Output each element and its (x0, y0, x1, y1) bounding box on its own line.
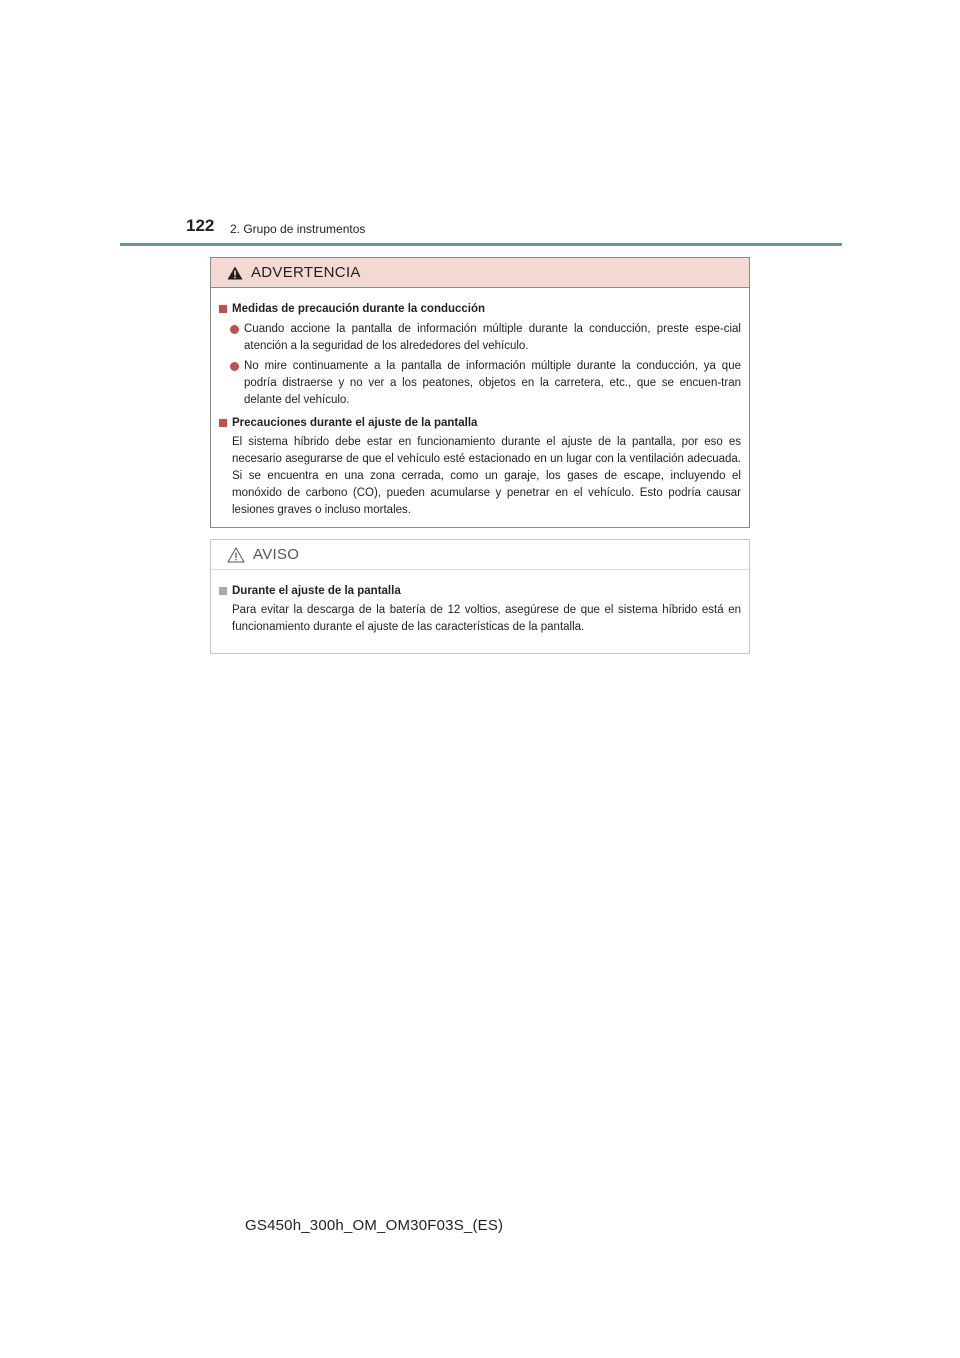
list-item (230, 321, 741, 355)
warning-body (211, 288, 749, 519)
square-bullet-icon (219, 587, 227, 595)
circle-bullet-icon (230, 325, 239, 334)
warning-header (211, 258, 749, 288)
page-number: 122 (186, 216, 215, 235)
section-paragraph: El sistema híbrido debe estar en funcionamiento durante el ajuste de la pantalla, por eso es necesario asegurarse de que el vehículo esté estacionado en un lugar con la ventilación adecuada. Si se encuentra en una zona cerrada, como un garaje, los gases de escape, incluyendo el monóxido de carbono (CO), pueden acumularse y penetrar en el vehículo. Esto podría causar lesiones graves o incluso mortales. (232, 436, 741, 516)
footer-document-code: GS450h_300h_OM_OM30F03S_(ES) (245, 1217, 504, 1234)
notice-body (211, 570, 749, 636)
warning-section (219, 414, 741, 519)
list-item (230, 358, 741, 409)
warning-title: ADVERTENCIA (251, 264, 361, 281)
notice-section (219, 582, 741, 636)
header-rule (120, 243, 842, 246)
square-bullet-icon (219, 419, 227, 427)
notice-box (210, 539, 750, 654)
warning-section (219, 300, 741, 409)
square-bullet-icon (219, 305, 227, 313)
section-heading (219, 582, 741, 600)
warning-box (210, 257, 750, 528)
section-heading-text: Precauciones durante el ajuste de la pantalla (232, 417, 478, 429)
warning-triangle-icon (227, 266, 243, 280)
section-heading-text: Durante el ajuste de la pantalla (232, 585, 401, 597)
section-heading (219, 414, 741, 432)
chapter-title: 2. Grupo de instrumentos (230, 222, 366, 236)
notice-title: AVISO (253, 546, 300, 563)
notice-triangle-icon (227, 547, 245, 563)
list-item-text: Cuando accione la pantalla de información múltiple durante la conducción, preste espe-cial atención a la seguridad de los alrededores del vehículo. (244, 323, 741, 352)
notice-header (211, 540, 749, 570)
list-item-text: No mire continuamente a la pantalla de información múltiple durante la conducción, ya que podría distraerse y no ver a los peatones, objetos en la carretera, etc., que se encuen-tran delante del vehículo. (244, 360, 741, 406)
section-heading (219, 300, 741, 318)
section-heading-text: Medidas de precaución durante la conducción (232, 303, 486, 315)
section-paragraph: Para evitar la descarga de la batería de 12 voltios, asegúrese de que el sistema híbrido está en funcionamiento durante el ajuste de las características de la pantalla. (232, 604, 741, 633)
circle-bullet-icon (230, 362, 239, 371)
